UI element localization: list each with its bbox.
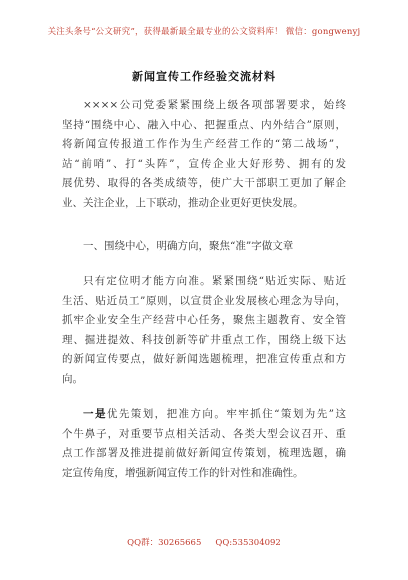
text-line: 的新闻宣传要点，做好新闻选题梳理，把准宣传重点和方 bbox=[62, 353, 346, 366]
text-line: 将新闻宣传报道工作作为生产经营工作的“第二战场”， bbox=[62, 138, 346, 151]
qq-text: QQ:535304092 bbox=[215, 538, 281, 548]
point-text: 优先策划，把准方向。牢牢抓住“策划为先”这 bbox=[106, 408, 346, 420]
text-line: 业、关注企业，上下联动，推动企业更好更快发展。 bbox=[62, 196, 304, 209]
text-line: ××××公司党委紧紧围绕上级各项部署要求，始终 bbox=[83, 99, 346, 111]
section-paragraph bbox=[62, 272, 346, 390]
text-line: 站“前哨”、打“头阵”，宣传企业大好形势、拥有的发 bbox=[62, 157, 346, 170]
text-line: 向。 bbox=[62, 372, 83, 385]
point-label: 一是 bbox=[83, 408, 107, 420]
text-line: 抓牢企业安全生产经营中心任务，聚焦主题教育、安全管 bbox=[62, 314, 346, 327]
text-line: 只有定位明才能方向准。紧紧围绕“贴近实际、贴近 bbox=[83, 275, 346, 287]
document-title: 新闻宣传工作经验交流材料 bbox=[132, 70, 276, 83]
text-line: 点工作部署及推进提前做好新闻宣传策划，梳理选题，确 bbox=[62, 447, 346, 460]
text-line: 定宣传角度，增强新闻宣传工作的针对性和准确性。 bbox=[62, 466, 304, 479]
point-paragraph bbox=[62, 405, 346, 483]
section-heading bbox=[62, 237, 346, 257]
text-line bbox=[62, 405, 346, 425]
text-line: 坚持“围绕中心、融入中心、把握重点、内外结合”原则， bbox=[62, 118, 346, 131]
text-line: 理、掘进提效、科技创新等矿井重点工作，围绕上级下达 bbox=[62, 333, 346, 346]
intro-paragraph bbox=[62, 96, 346, 214]
section-heading-text: 一、围绕中心，明确方向，聚焦“准”字做文章 bbox=[83, 240, 294, 252]
text-line: 生活、贴近员工”原则，以宣贯企业发展核心理念为导向， bbox=[62, 294, 346, 307]
text-line: 个牛鼻子，对重要节点相关活动、各类大型会议召开、重 bbox=[62, 427, 346, 440]
text-line: 展优势、取得的各类成绩等，使广大干部职工更加了解企 bbox=[62, 177, 346, 190]
qq-group-text: QQ群：30265665 bbox=[127, 538, 202, 548]
footer-contact bbox=[0, 536, 408, 548]
promo-banner: 关注头条号“公文研究”，获得最新最全最专业的公文资料库！ 微信：gongwenyj bbox=[47, 27, 361, 37]
